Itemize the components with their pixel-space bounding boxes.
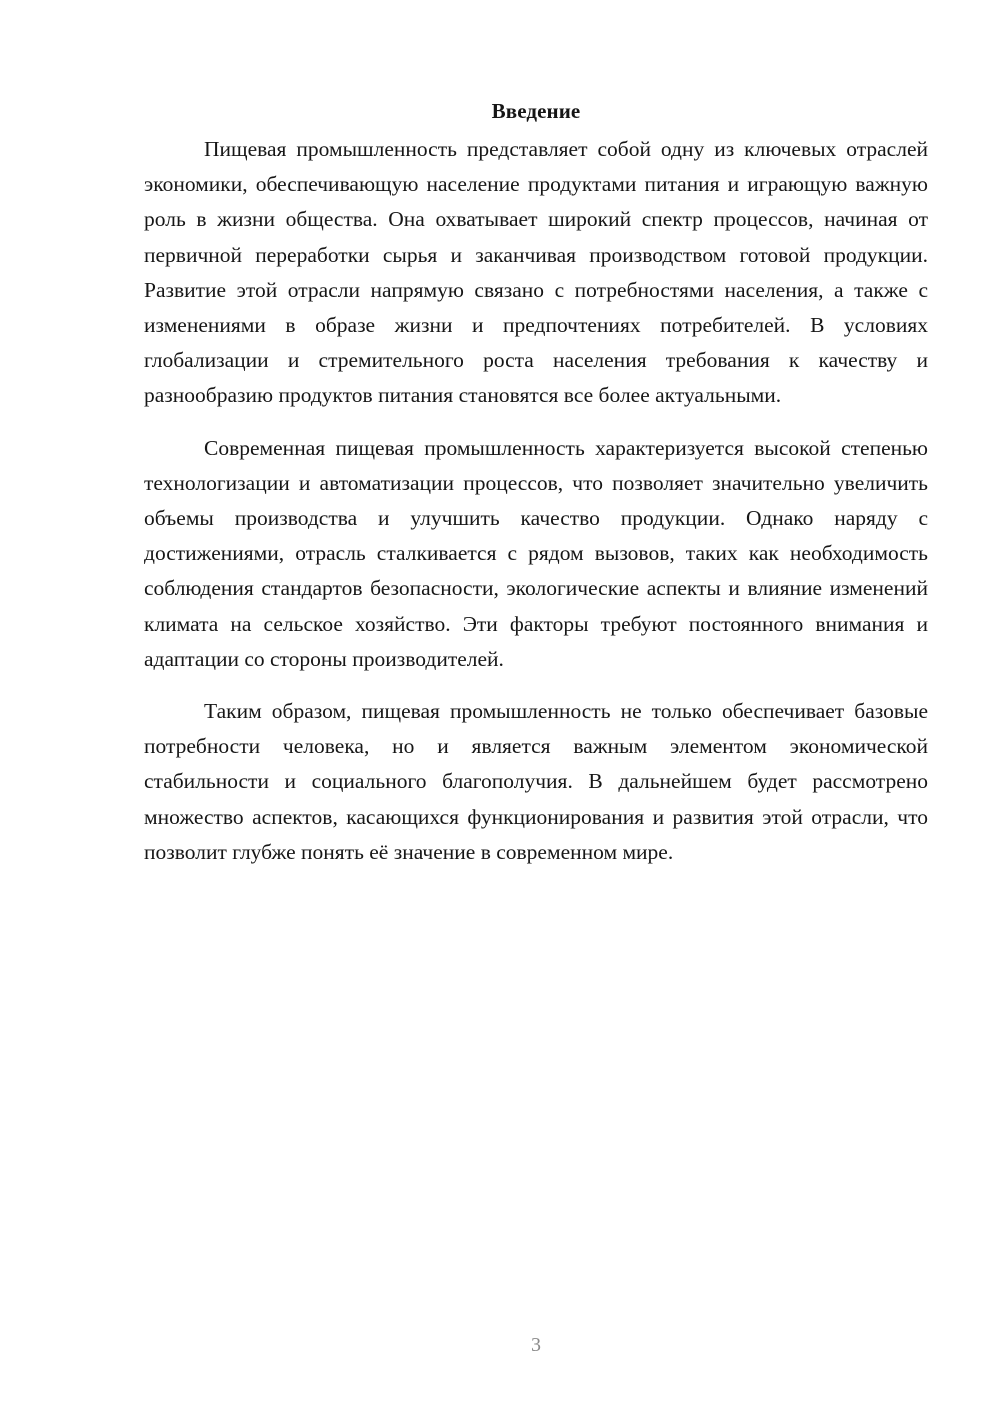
section-heading: Введение xyxy=(491,99,581,123)
paragraph-1: Пищевая промышленность представляет собой одну из ключевых отраслей экономики, обеспечивающую население продуктами питания и играющую важную роль в жизни общества. Она охватывает широкий спектр процессов, начиная от первичной переработки сырья и заканчивая производством готовой продукции. Развитие этой отрасли напрямую связано с потребностями населения, а также с изменениями в образе жизни и предпочтениях потребителей. В условиях глобализации и стремительного роста населения требования к качеству и разнообразию продуктов питания становятся все более актуальными. xyxy=(144,137,928,408)
page-content xyxy=(144,96,928,870)
paragraph-3: Таким образом, пищевая промышленность не только обеспечивает базовые потребности человека, но и является важным элементом экономической стабильности и социального благополучия. В дальнейшем будет рассмотрено множество аспектов, касающихся функционирования и развития этой отрасли, что позволит глубже понять её значение в современном мире. xyxy=(144,699,928,864)
page-number: 3 xyxy=(531,1334,541,1356)
paragraph-2: Современная пищевая промышленность характеризуется высокой степенью технологизации и автоматизации процессов, что позволяет значительно увеличить объемы производства и улучшить качество продукции. Однако наряду с достижениями, отрасль сталкивается с рядом вызовов, таких как необходимость соблюдения стандартов безопасности, экологические аспекты и влияние изменений климата на сельское хозяйство. Эти факторы требуют постоянного внимания и адаптации со стороны производителей. xyxy=(144,435,928,671)
